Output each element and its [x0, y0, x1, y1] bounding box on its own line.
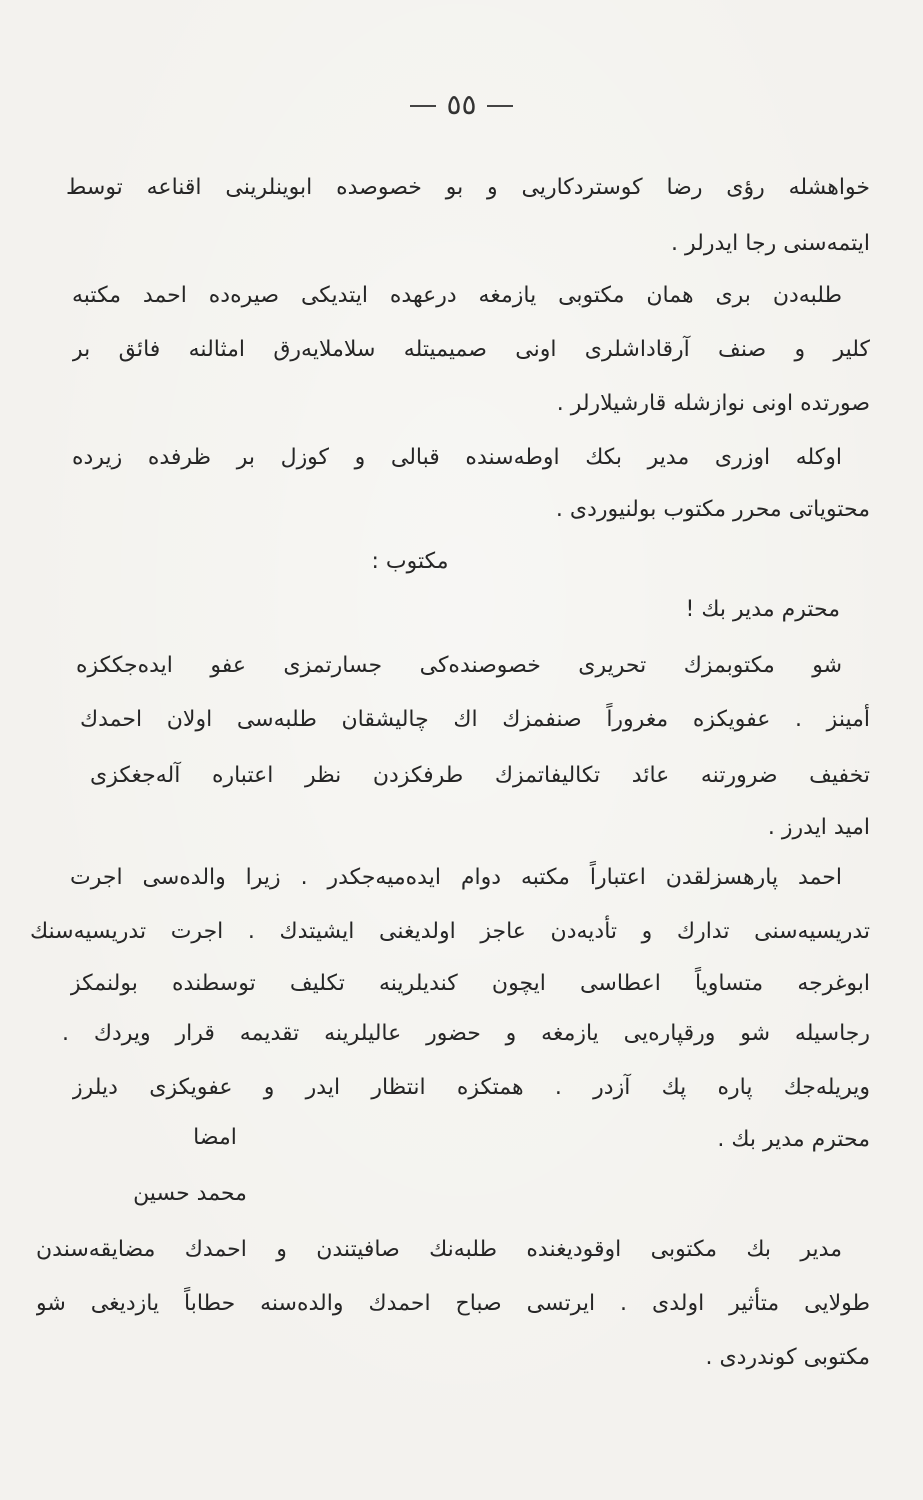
page-number-left-dash — [410, 105, 436, 107]
letter-heading: مکتوب : — [371, 549, 449, 574]
text-line-9: طولایی متأثیر اولدی . ایرتسی صباح احمدك والده‌سنه حطاباً یازدیغی شو — [36, 1291, 870, 1316]
letter-line-5: احمد پارهسزلقدن اعتباراً مکتبه دوام ایده‌میه‌جکدر . زیرا والده‌سی اجرت — [70, 865, 842, 890]
letter-closing: محترم مدیر بك . — [717, 1127, 870, 1152]
page-number — [0, 88, 923, 121]
page-number-text: ٥٥ — [446, 88, 477, 121]
text-line-10: مکتوبی کوندردی . — [705, 1345, 870, 1370]
letter-line-4: امید ایدرز . — [767, 815, 870, 840]
letter-line-9: ویریله‌جك پاره پك آزدر . همتکزه انتظار ایدر و عفویکزی دیلرز — [72, 1075, 870, 1100]
text-line-1: خواهشله رؤی رضا کوستردکاریی و بو خصوصده ابوینلرینی اقناعه توسط — [66, 175, 870, 200]
letter-salutation: محترم مدیر بك ! — [685, 597, 840, 622]
letter-line-8: رجاسیله شو ورقپاره‌یی یازمغه و حضور عالیلرینه تقدیمه قرار ویردك . — [62, 1021, 870, 1046]
letter-line-6: تدریسیه‌سنی تدارك و تأدیه‌دن عاجز اولدیغنی ایشیتدك . اجرت تدریسیه‌سنك — [30, 919, 870, 944]
letter-line-1: شو مکتوبمزك تحریری خصوصنده‌کی جسارتمزی عفو ایده‌جککزه — [76, 653, 842, 678]
text-line-6: اوکله اوزری مدیر بکك اوطه‌سنده قبالی و کوزل بر ظرفده زیرده — [72, 445, 842, 470]
signature-name: محمد حسین — [133, 1181, 247, 1206]
text-line-2: ایتمه‌سنی رجا ایدرلر . — [671, 231, 870, 256]
letter-line-7: ابوغرجه متساویاً اعطاسی ایچون کندیلرینه تکلیف توسطنده بولنمکز — [70, 971, 870, 996]
text-line-8: مدیر بك مکتوبی اوقودیغنده طلبه‌نك صافیتندن و احمدك مضایقه‌سندن — [36, 1237, 842, 1262]
letter-line-3: تخفیف ضرورتنه عائد تکالیفاتمزك طرفکزدن نظر اعتباره آله‌جغکزی — [90, 763, 870, 788]
text-line-3: طلبه‌دن بری همان مکتوبی یازمغه درعهده ایتدیکی صیره‌ده احمد مکتبه — [72, 283, 842, 308]
letter-line-2: أمینز . عفویکزه مغروراً صنفمزك اك چالیشقان طلبه‌سی اولان احمدك — [80, 707, 870, 732]
text-line-5: صورتده اونی نوازشله قارشیلارلر . — [556, 391, 870, 416]
text-line-7: محتویاتی محرر مکتوب بولنیوردی . — [555, 497, 870, 522]
page-number-right-dash — [487, 105, 513, 107]
text-line-4: کلیر و صنف آرقاداشلری اونی صمیمیتله سلاملایه‌رق امثالنه فائق بر — [72, 337, 870, 362]
signature-label: امضا — [193, 1125, 237, 1150]
